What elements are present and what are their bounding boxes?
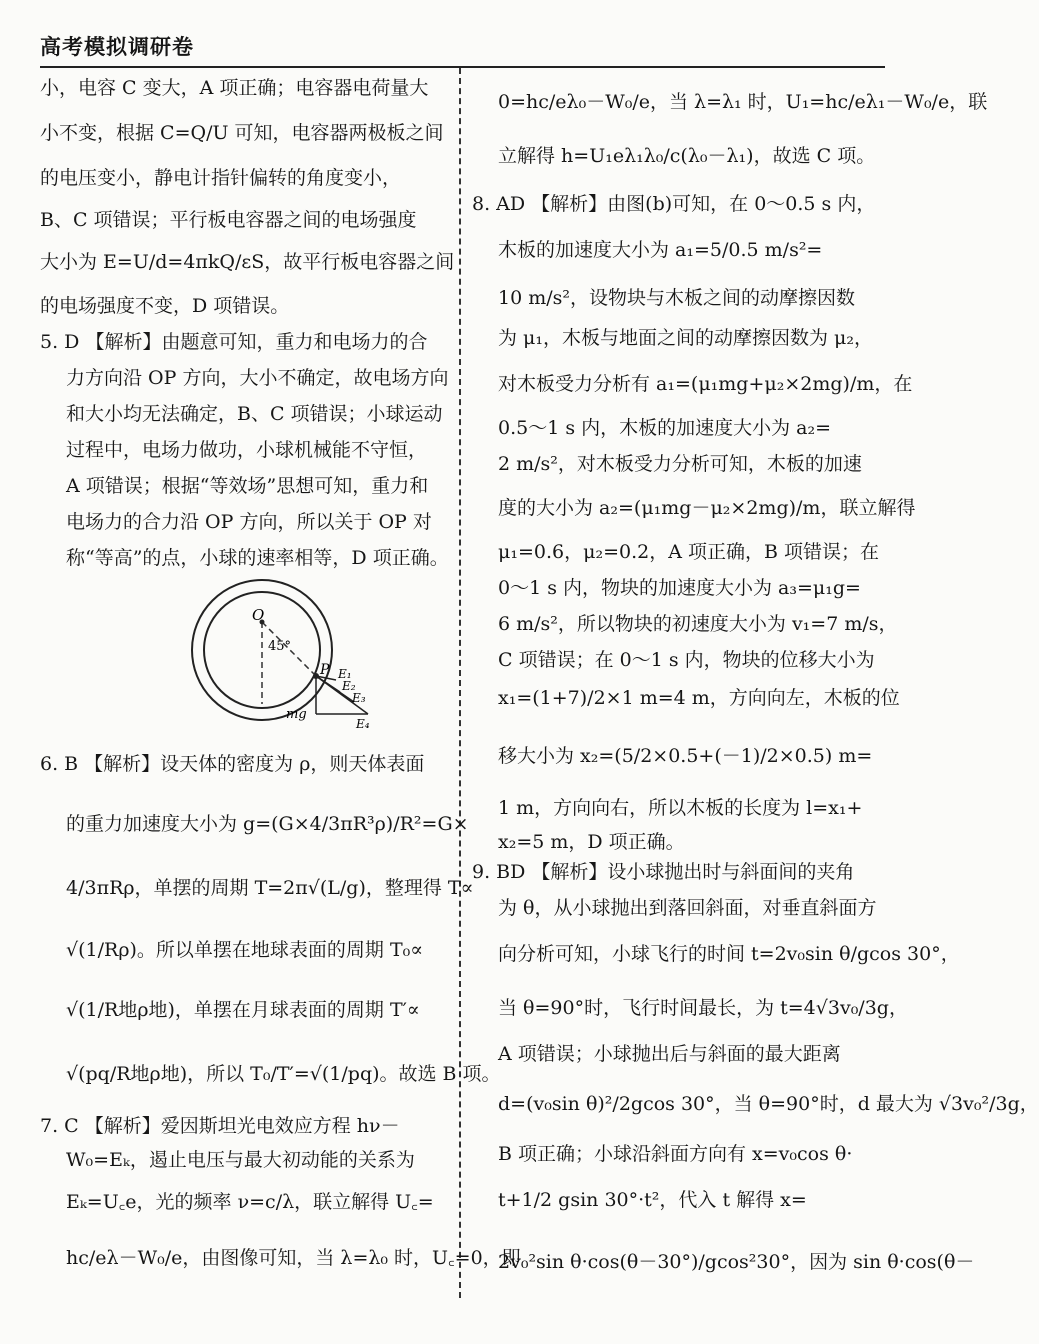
- label-e2: E₂: [342, 679, 356, 693]
- text-line: 小，电容 C 变大，A 项正确；电容器电荷量大: [40, 77, 429, 99]
- text-line: 当 θ=90°时，飞行时间最长，为 t=4√3v₀/3g，: [498, 997, 908, 1019]
- text-line: 移大小为 x₂=(5/2×0.5+(－1)/2×0.5) m=: [498, 745, 873, 767]
- text-line: 4/3πRρ，单摆的周期 T=2π√(L/g)，整理得 T∝: [66, 877, 474, 899]
- label-e3: E₃: [352, 691, 366, 705]
- text-line: A 项错误；小球抛出后与斜面的最大距离: [498, 1043, 841, 1065]
- outer-circle: [192, 580, 332, 720]
- column-divider: [459, 68, 463, 1298]
- text-line: x₁=(1+7)/2×1 m=4 m，方向向左，木板的位: [498, 687, 900, 709]
- text-line: d=(v₀sin θ)²/2gcos 30°，当 θ=90°时，d 最大为 √3v₀²/3g，: [498, 1093, 1039, 1115]
- text-line: W₀=Eₖ，遏止电压与最大初动能的关系为: [66, 1149, 415, 1171]
- text-line: 1 m，方向向右，所以木板的长度为 l=x₁+: [498, 797, 863, 819]
- text-line: 0～1 s 内，物块的加速度大小为 a₃=μ₁g=: [498, 577, 861, 599]
- text-line: 的电场强度不变，D 项错误。: [40, 295, 290, 317]
- text-line: 度的大小为 a₂=(μ₁mg－μ₂×2mg)/m，联立解得: [498, 497, 916, 519]
- question-5-start: 5. D 【解析】由题意可知，重力和电场力的合: [40, 331, 428, 353]
- question-8-start: 8. AD 【解析】由图(b)可知，在 0～0.5 s 内，: [472, 193, 876, 215]
- text-line: 和大小均无法确定，B、C 项错误；小球运动: [66, 403, 443, 425]
- label-o: O: [252, 606, 265, 624]
- text-line: 过程中，电场力做功，小球机械能不守恒，: [66, 439, 428, 461]
- text-line: 10 m/s²，设物块与木板之间的动摩擦因数: [498, 287, 856, 309]
- text-line: C 项错误；在 0～1 s 内，物块的位移大小为: [498, 649, 875, 671]
- text-line: 为 θ，从小球抛出到落回斜面，对垂直斜面方: [498, 897, 877, 919]
- text-line: 向分析可知，小球飞行的时间 t=2v₀sin θ/gcos 30°，: [498, 943, 960, 965]
- text-line: 小不变，根据 C=Q/U 可知，电容器两极板之间: [40, 122, 444, 144]
- text-line: √(1/R地ρ地)，单摆在月球表面的周期 T′∝: [66, 999, 420, 1021]
- text-line: μ₁=0.6，μ₂=0.2，A 项正确，B 项错误；在: [498, 541, 879, 563]
- text-line: 2v₀²sin θ·cos(θ－30°)/gcos²30°，因为 sin θ·cos(θ－: [498, 1251, 975, 1273]
- label-mg: mg: [286, 707, 307, 722]
- text-line: 木板的加速度大小为 a₁=5/0.5 m/s²=: [498, 239, 823, 261]
- text-line: hc/eλ－W₀/e，由图像可知，当 λ=λ₀ 时，U꜀=0，即: [66, 1247, 521, 1269]
- text-line: 大小为 E=U/d=4πkQ/εS，故平行板电容器之间: [40, 251, 455, 273]
- text-line: A 项错误；根据“等效场”思想可知，重力和: [66, 475, 429, 497]
- text-line: 6 m/s²，所以物块的初速度大小为 v₁=7 m/s，: [498, 613, 898, 635]
- question-6-start: 6. B 【解析】设天体的密度为 ρ，则天体表面: [40, 753, 425, 775]
- text-line: 立解得 h=U₁eλ₁λ₀/c(λ₀－λ₁)，故选 C 项。: [498, 145, 876, 167]
- text-line: 对木板受力分析有 a₁=(μ₁mg+μ₂×2mg)/m，在: [498, 373, 913, 395]
- label-angle: 45°: [268, 639, 292, 654]
- text-line: 2 m/s²，对木板受力分析可知，木板的加速: [498, 453, 862, 475]
- text-line: x₂=5 m，D 项正确。: [498, 831, 685, 853]
- header-title: 高考模拟调研卷: [40, 35, 194, 59]
- label-p: P: [320, 662, 330, 678]
- text-line: 电场力的合力沿 OP 方向，所以关于 OP 对: [66, 511, 432, 533]
- label-e4: E₄: [356, 717, 370, 731]
- label-e1: E₁: [338, 667, 352, 681]
- text-line: 的电压变小，静电计指针偏转的角度变小，: [40, 167, 402, 189]
- text-line: 0=hc/eλ₀－W₀/e，当 λ=λ₁ 时，U₁=hc/eλ₁－W₀/e，联: [498, 91, 988, 113]
- circle-field-diagram: [190, 578, 370, 738]
- text-line: 为 μ₁，木板与地面之间的动摩擦因数为 μ₂，: [498, 327, 874, 349]
- text-line: Eₖ=U꜀e，光的频率 ν=c/λ，联立解得 U꜀=: [66, 1191, 434, 1213]
- question-9-start: 9. BD 【解析】设小球抛出时与斜面间的夹角: [472, 861, 855, 883]
- question-7-start: 7. C 【解析】爱因斯坦光电效应方程 hν－: [40, 1115, 400, 1137]
- text-line: t+1/2 gsin 30°·t²，代入 t 解得 x=: [498, 1189, 807, 1211]
- text-line: √(pq/R地ρ地)，所以 T₀/T′=√(1/pq)。故选 B 项。: [66, 1063, 501, 1085]
- text-line: 力方向沿 OP 方向，大小不确定，故电场方向: [66, 367, 449, 389]
- text-line: 0.5～1 s 内，木板的加速度大小为 a₂=: [498, 417, 832, 439]
- text-line: 称“等高”的点，小球的速率相等，D 项正确。: [66, 547, 449, 569]
- text-line: B 项正确；小球沿斜面方向有 x=v₀cos θ·: [498, 1143, 853, 1165]
- text-line: 的重力加速度大小为 g=(G×4/3πR³ρ)/R²=G×: [66, 813, 469, 835]
- text-line: √(1/Rρ)。所以单摆在地球表面的周期 T₀∝: [66, 939, 424, 961]
- page-header: [40, 32, 885, 68]
- text-line: B、C 项错误；平行板电容器之间的电场强度: [40, 209, 417, 231]
